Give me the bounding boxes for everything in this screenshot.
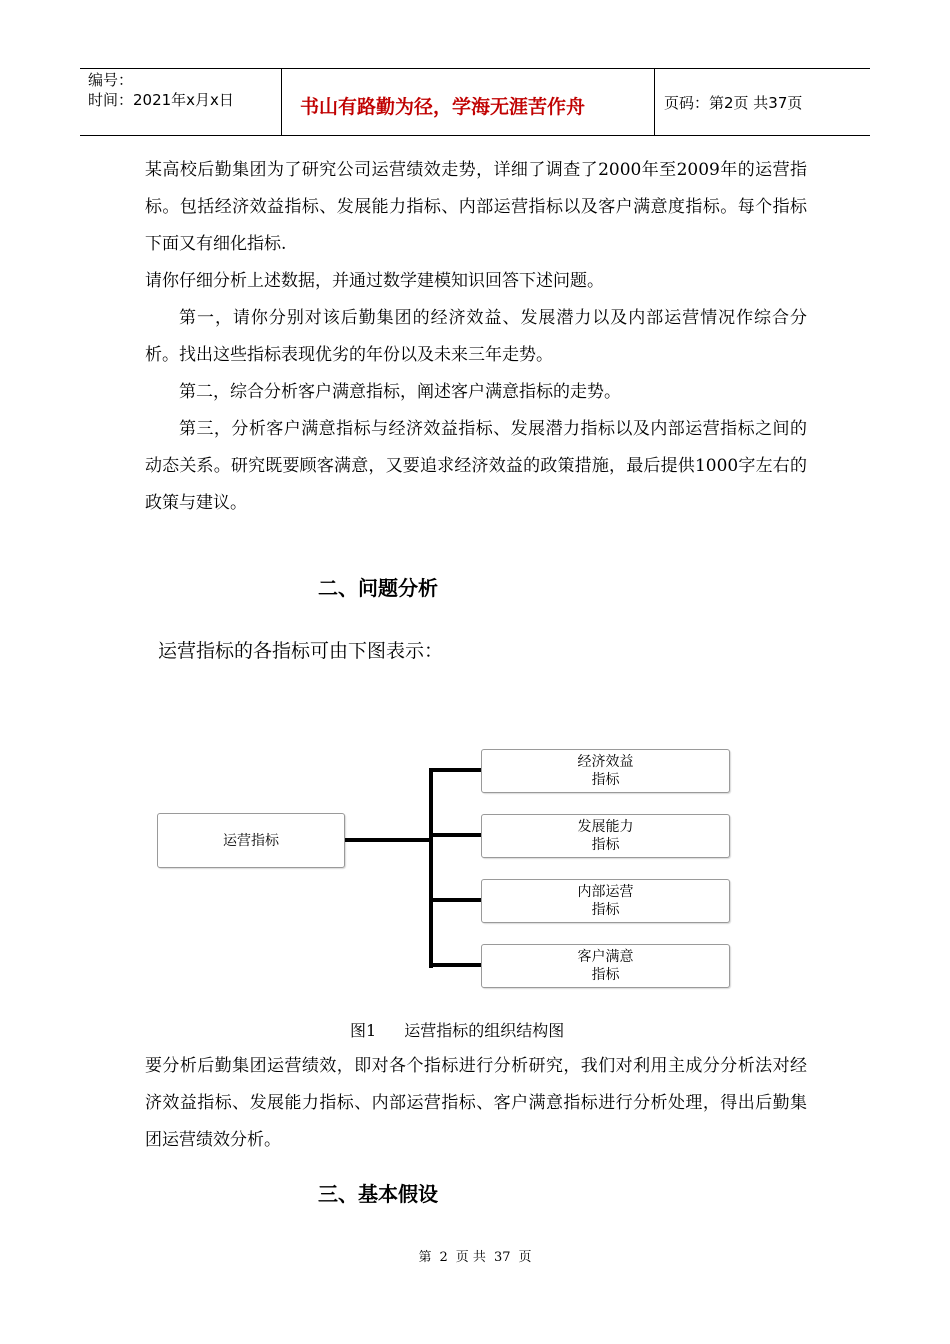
child-node-internal xyxy=(481,879,730,923)
page-footer xyxy=(0,1246,950,1265)
node-label-line1: 内部运营 xyxy=(577,884,634,900)
problem-paragraph-1: 某高校后勤集团为了研究公司运营绩效走势，详细了调查了2000年至2009年的运营指标。包括经济效益指标、发展能力指标、内部运营指标以及客户满意度指标。每个指标下面又有细化指标. xyxy=(145,160,807,254)
child-node-economic xyxy=(481,749,730,793)
diagram-intro: 运营指标的各指标可由下图表示： xyxy=(158,640,444,662)
header-divider-left xyxy=(281,68,282,136)
analysis-text: 要分析后勤集团运营绩效，即对各个指标进行分析研究，我们对利用主成分分析法对经济效益指标、发展能力指标、内部运营指标、客户满意指标进行分析处理，得出后勤集团运营绩效分析。 xyxy=(145,1056,807,1150)
child-node-development xyxy=(481,814,730,858)
node-label-line2: 指标 xyxy=(591,772,620,788)
node-label-line1: 客户满意 xyxy=(577,949,634,965)
branch-line xyxy=(429,768,482,772)
figure-caption xyxy=(350,1018,564,1041)
child-node-customer xyxy=(481,944,730,988)
doc-number-label: 编号： xyxy=(88,71,134,89)
root-node-label: 运营指标 xyxy=(223,832,279,849)
section-heading-problem-analysis: 二、问题分析 xyxy=(318,576,438,600)
node-label-line2: 指标 xyxy=(591,967,620,983)
figure-title: 运营指标的组织结构图 xyxy=(404,1021,565,1040)
analysis-paragraph xyxy=(145,1048,807,1159)
question-3: 第三，分析客户满意指标与经济效益指标、发展潜力指标以及内部运营指标之间的动态关系。研究既要顾客满意，又要追求经济效益的政策措施，最后提供1000字左右的政策与建议。 xyxy=(145,419,807,513)
node-label-line1: 经济效益 xyxy=(577,754,634,770)
footer-total-pages: 37 xyxy=(493,1250,511,1265)
figure-number: 图1 xyxy=(350,1021,377,1040)
branch-line xyxy=(429,963,482,967)
section-heading-assumptions: 三、基本假设 xyxy=(318,1182,438,1206)
footer-page-number: 2 xyxy=(439,1250,448,1265)
header-top-rule xyxy=(80,68,870,69)
node-label-line1: 发展能力 xyxy=(577,819,634,835)
node-label-line2: 指标 xyxy=(591,902,620,918)
header-slogan: 书山有路勤为径，学海无涯苦作舟 xyxy=(300,96,586,118)
branch-line xyxy=(429,833,482,837)
question-2: 第二，综合分析客户满意指标，阐述客户满意指标的走势。 xyxy=(179,382,621,402)
doc-date-label: 时间：2021年x月x日 xyxy=(88,91,234,109)
footer-suffix: 页 xyxy=(518,1250,532,1265)
problem-paragraph-2: 请你仔细分析上述数据，并通过数学建模知识回答下述问题。 xyxy=(145,271,604,291)
header-divider-right xyxy=(654,68,655,136)
problem-statement xyxy=(145,152,807,522)
footer-prefix: 第 xyxy=(418,1250,432,1265)
trunk-line xyxy=(429,768,433,968)
root-connector xyxy=(345,838,431,842)
question-1: 第一，请你分别对该后勤集团的经济效益、发展潜力以及内部运营情况作综合分析。找出这些指标表现优劣的年份以及未来三年走势。 xyxy=(145,308,807,365)
branch-line xyxy=(429,898,482,902)
page-indicator: 页码：第2页 共37页 xyxy=(664,94,803,112)
header-bottom-rule xyxy=(80,135,870,136)
node-label-line2: 指标 xyxy=(591,837,620,853)
root-node xyxy=(157,813,345,868)
footer-mid: 页 共 xyxy=(455,1250,486,1265)
